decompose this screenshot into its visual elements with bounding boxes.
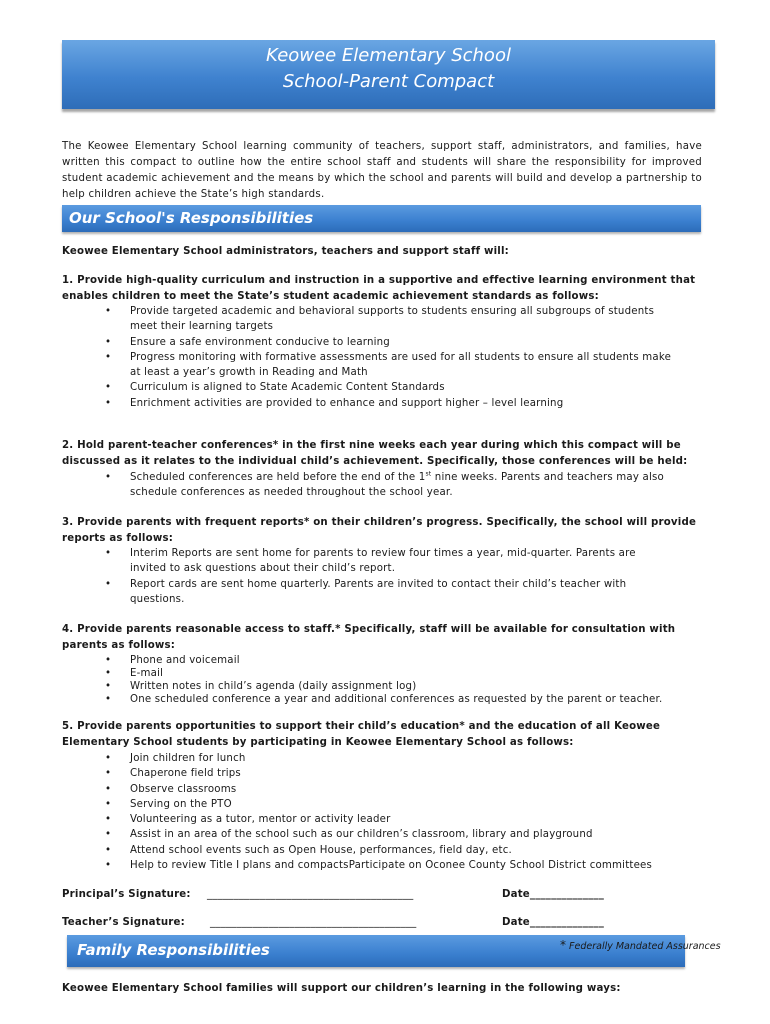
section-lead: Keowee Elementary School administrators, teachers and support staff will: [62, 246, 509, 257]
list-item: • Provide targeted academic and behavioral supports to students ensuring all subgroups of students meet their learning targets [105, 304, 675, 335]
section-heading-family-responsibilities: Family Responsibilities [67, 935, 685, 967]
principal-signature-label: Principal’s Signature: [62, 889, 191, 900]
document-title: School-Parent Compact [282, 71, 495, 92]
item-2-bullets [105, 470, 675, 501]
item-4-bullets [105, 654, 675, 706]
item-1-bullets [105, 304, 675, 411]
list-item: • Ensure a safe environment conducive to learning [105, 335, 675, 350]
principal-date-field[interactable]: Date______________ [502, 889, 605, 900]
list-item: • Volunteering as a tutor, mentor or activity leader [105, 812, 675, 827]
teacher-date-field[interactable]: Date______________ [502, 917, 605, 928]
item-3-heading: 3. Provide parents with frequent reports* on their children’s progress. Specifically, the school will provide reports as follows: [62, 517, 697, 544]
list-item: • Join children for lunch [105, 751, 675, 766]
item-1-heading: 1. Provide high-quality curriculum and instruction in a supportive and effective learning environment that enables children to meet the State’s student academic achievement standards as follows: [62, 275, 696, 302]
principal-signature-line[interactable]: _______________________________________ [207, 889, 414, 900]
list-item: • Progress monitoring with formative assessments are used for all students to ensure all students make at least a year’s growth in Reading and Math [105, 350, 675, 381]
intro-paragraph: The Keowee Elementary School learning community of teachers, support staff, administrators, and families, have written this compact to outline how the entire school staff and students will share the responsibility for improved student academic achievement and the means by which the school and parents will build and develop a partnership to help children achieve the State’s high standards. [62, 141, 702, 200]
list-item: • Phone and voicemail [105, 654, 675, 667]
list-item: • Serving on the PTO [105, 797, 675, 812]
list-item: • E-mail [105, 667, 675, 680]
school-name: Keowee Elementary School [266, 45, 511, 66]
item-5-heading: 5. Provide parents opportunities to support their child’s education* and the education of all Keowee Elementary School students by participating in Keowee Elementary School as follows: [62, 721, 661, 748]
list-item: • Chaperone field trips [105, 766, 675, 781]
item-3-bullets [105, 546, 675, 607]
list-item: • Observe classrooms [105, 782, 675, 797]
item-5-bullets [105, 751, 675, 873]
title-banner [62, 40, 715, 109]
list-item: • Report cards are sent home quarterly. Parents are invited to contact their child’s teacher with questions. [105, 577, 675, 608]
section2-lead: Keowee Elementary School families will support our children’s learning in the following ways: [62, 983, 621, 994]
list-item: • Curriculum is aligned to State Academic Content Standards [105, 380, 675, 395]
list-item: • Attend school events such as Open House, performances, field day, etc. [105, 843, 675, 858]
list-item: • One scheduled conference a year and additional conferences as requested by the parent or teacher. [105, 693, 675, 706]
list-item: • Written notes in child’s agenda (daily assignment log) [105, 680, 675, 693]
list-item: • Assist in an area of the school such as our children’s classroom, library and playground [105, 827, 675, 842]
section-heading-school-responsibilities: Our School's Responsibilities [62, 205, 701, 232]
item-2-heading: 2. Hold parent-teacher conferences* in the first nine weeks each year during which this compact will be discussed as it relates to the individual child’s achievement. Specifically, those conferences will be held: [62, 440, 688, 467]
teacher-signature-line[interactable]: _______________________________________ [210, 917, 417, 928]
teacher-signature-label: Teacher’s Signature: [62, 917, 185, 928]
item-4-heading: 4. Provide parents reasonable access to staff.* Specifically, staff will be available for consultation with parents as follows: [62, 624, 676, 651]
list-item: • Interim Reports are sent home for parents to review four times a year, mid-quarter. Parents are invited to ask questions about their child’s report. [105, 546, 675, 577]
list-item: • Scheduled conferences are held before the end of the 1st nine weeks. Parents and teachers may also schedule conferences as needed throughout the school year. [105, 470, 675, 501]
asterisk: * [560, 938, 566, 952]
list-item: • Help to review Title I plans and compactsParticipate on Oconee County School District committees [105, 858, 675, 873]
list-item: • Enrichment activities are provided to enhance and support higher – level learning [105, 396, 675, 411]
footnote [560, 938, 721, 952]
footnote-text: Federally Mandated Assurances [569, 941, 721, 952]
